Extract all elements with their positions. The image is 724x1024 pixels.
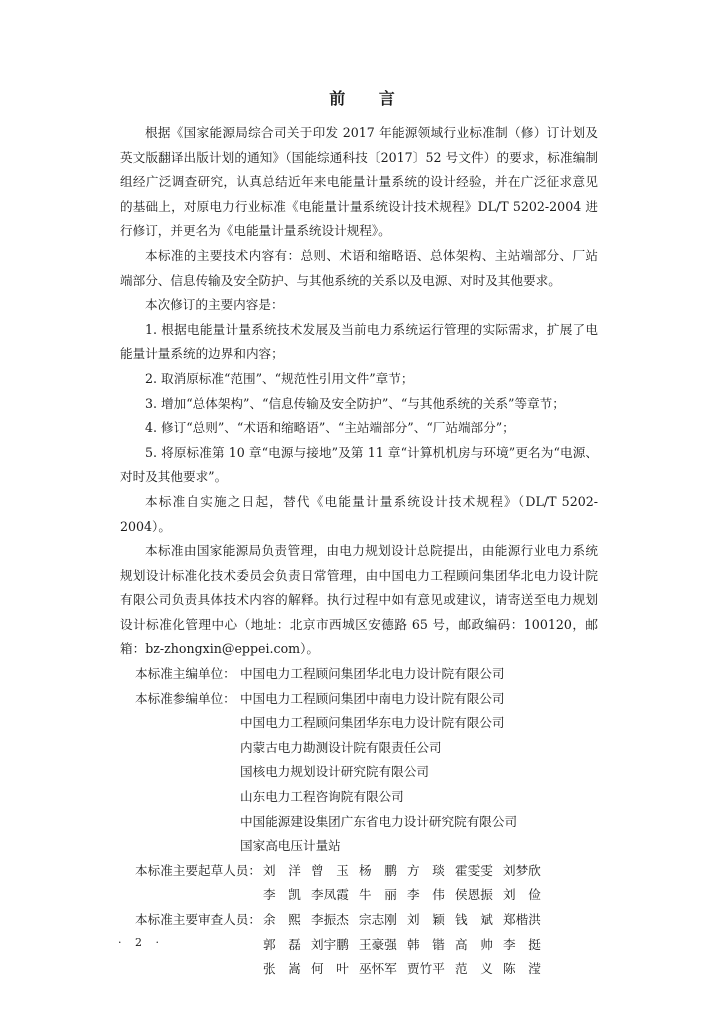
reviewer-name: 贾竹平 [407,961,445,977]
participating-unit: 内蒙古电力勘测设计院有限责任公司 [240,739,442,755]
drafter-name: 侯恩振 [455,887,493,903]
chief-unit-name: 中国电力工程顾问集团华北电力设计院有限公司 [240,666,505,682]
chief-unit-label: 本标准主编单位： [135,666,236,682]
page-title: 前 言 [329,89,409,108]
reviewer-name: 郭 磊 [263,936,301,952]
drafter-name: 曾 玉 [311,862,349,878]
reviewer-name: 郑楷洪 [503,912,541,927]
participating-units-label: 本标准参编单位： [135,690,236,706]
participating-unit: 国核电力规划设计研究院有限公司 [240,764,429,780]
drafter-name: 李 凯 [263,887,301,903]
page-number: · 2 · [118,936,164,949]
reviewer-name: 李 挺 [503,936,541,952]
paragraph-replacement: 本标准自实施之日起，替代《电能量计量系统设计技术规程》（DL/T 5202-2004）。 [120,493,598,534]
drafter-name: 刘 洋 [263,862,301,878]
reviewer-name: 范 义 [455,961,493,977]
reviewer-name: 宗志刚 [359,912,397,927]
participating-unit: 中国能源建设集团广东省电力设计研究院有限公司 [240,813,518,829]
reviewers-section [120,908,598,982]
paragraph-management: 本标准由国家能源局负责管理，由电力规划设计总院提出，由能源行业电力系统规划设计标准化技术委员会负责日常管理，由中国电力工程顾问集团华北电力设计院有限公司负责具体技术内容的解释。执行过程中如有意见或建议，请寄送至电力规划设计标准化管理中心（地址：北京市西城区安德路 65 号，邮政编码：100120，邮箱：bz-zhongxin@eppei.com）。 [120,543,598,657]
revision-item-3: 3. 增加“总体架构”、“信息传输及安全防护”、“与其他系统的关系”等章节； [145,395,565,411]
reviewer-name: 韩 锴 [407,936,445,952]
reviewer-name: 余 熙 [263,912,301,927]
reviewer-name: 巫怀军 [359,961,397,977]
drafters-label: 本标准主要起草人员： [135,862,261,878]
paragraph-revision-intro: 本次修订的主要内容是： [145,297,284,313]
drafter-name: 刘梦欣 [503,862,541,878]
reviewer-name: 钱 斌 [455,912,493,927]
drafter-name: 方 琰 [407,862,445,878]
reviewer-name: 高 帅 [455,936,493,952]
reviewer-name: 陈 滢 [503,961,541,977]
revision-item-2: 2. 取消原标准“范围”、“规范性引用文件”章节； [145,370,414,386]
reviewer-name: 张 嵩 [263,961,301,977]
reviewer-name: 李振杰 [311,912,349,927]
paragraph-main-content: 本标准的主要技术内容有：总则、术语和缩略语、总体架构、主站端部分、厂站端部分、信息传输及安全防护、与其他系统的关系以及电源、对时及其他要求。 [120,247,598,288]
revision-item-4: 4. 修订“总则”、“术语和缩略语”、“主站端部分”、“厂站端部分”； [145,420,515,436]
drafter-name: 杨 鹏 [359,862,397,878]
drafter-name: 李凤霞 [311,887,349,903]
participating-units-section [120,687,598,859]
reviewer-name: 王豪强 [359,936,397,952]
document-body [120,121,598,982]
revision-item-1: 1. 根据电能量计量系统技术发展及当前电力系统运行管理的实际需求，扩展了电能量计量系统的边界和内容； [120,321,598,362]
reviewer-name: 何 叶 [311,961,349,977]
drafter-name: 李 伟 [407,887,445,903]
drafters-section [120,859,598,908]
participating-unit: 中国电力工程顾问集团华东电力设计院有限公司 [240,715,505,731]
participating-unit: 国家高电压计量站 [240,838,341,854]
revision-item-5: 5. 将原标准第 10 章“电源与接地”及第 11 章“计算机机房与环境”更名为“电源、对时及其他要求”。 [120,444,598,485]
reviewer-name: 刘宇鹏 [311,936,349,952]
drafter-name: 刘 俭 [503,887,541,903]
reviewers-label: 本标准主要审查人员： [135,912,261,927]
paragraph-basis: 根据《国家能源局综合司关于印发 2017 年能源领域行业标准制（修）订计划及英文版翻译出版计划的通知》（国能综通科技〔2017〕52 号文件）的要求，标准编制组经广泛调查研究，认真总结近年来电能量计量系统的设计经验，并在广泛征求意见的基础上，对原电力行业标准《电能量计量系统设计技术规程》DL/T 5202-2004 进行修订，并更名为《电能量计量系统设计规程》。 [120,125,598,239]
participating-unit: 山东电力工程咨询院有限公司 [240,789,404,805]
drafter-name: 牛 丽 [359,887,397,903]
drafter-name: 霍雯雯 [455,862,493,878]
participating-unit: 中国电力工程顾问集团中南电力设计院有限公司 [240,690,505,706]
chief-unit-section [120,662,598,687]
reviewer-name: 刘 颖 [407,912,445,927]
